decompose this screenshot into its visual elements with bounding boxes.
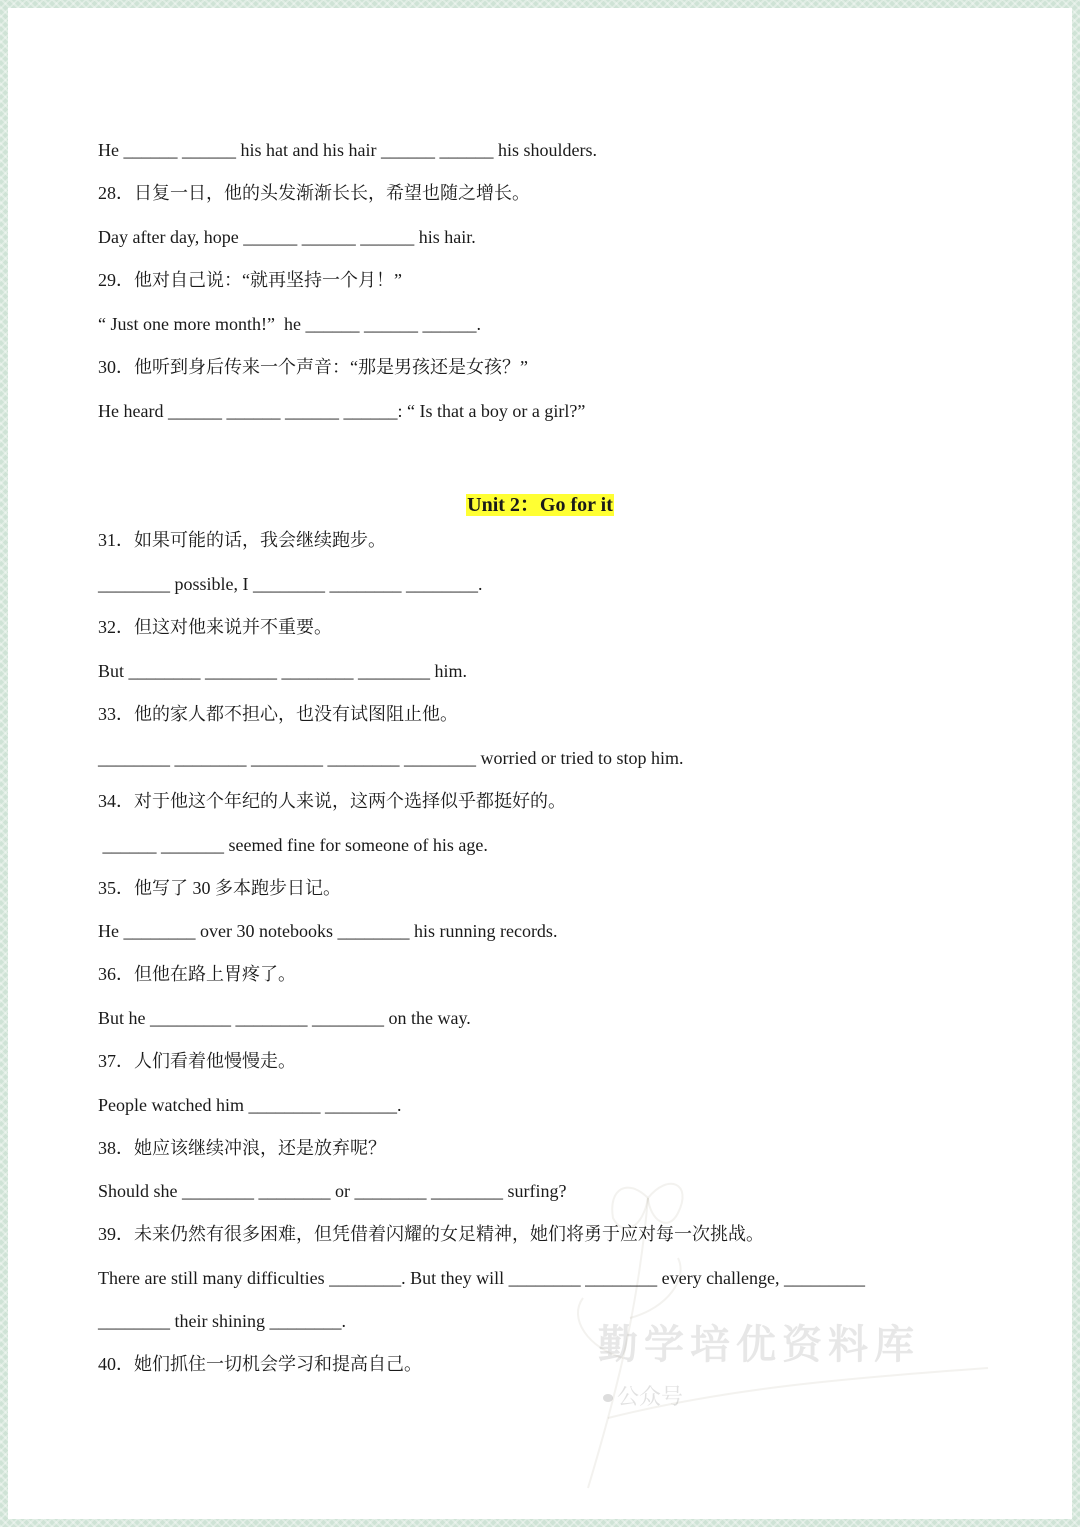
question-35: 35．他写了 30 多本跑步日记。 [98, 878, 341, 898]
watermark-subtitle-text: 公众号 [617, 1385, 684, 1410]
question-40: 40．她们抓住一切机会学习和提高自己。 [98, 1354, 422, 1374]
question-33: 33．他的家人都不担心，也没有试图阻止他。 [98, 704, 458, 724]
exercise-line: ________ possible, I ________ ________ ________. [98, 574, 483, 594]
exercise-line: But ________ ________ ________ ________ him. [98, 661, 468, 681]
question-28: 28．日复一日，他的头发渐渐长长，希望也随之增长。 [98, 183, 530, 203]
unit-heading-text: Unit 2：Go for it [467, 494, 613, 516]
watermark-title: 勤学培优资料库 [598, 1321, 920, 1368]
watermark-subtitle [603, 1380, 683, 1411]
exercise-line: There are still many difficulties ________. But they will ________ ________ every challenge, _________ [98, 1268, 866, 1288]
exercise-line: But he _________ ________ ________ on the way. [98, 1008, 471, 1028]
question-32: 32．但这对他来说并不重要。 [98, 617, 332, 637]
exercise-line: ________ ________ ________ ________ ________ worried or tried to stop him. [98, 748, 684, 768]
exercise-line: People watched him ________ ________. [98, 1095, 402, 1115]
exercise-line: He heard ______ ______ ______ ______: “ Is that a boy or a girl?” [98, 401, 586, 421]
question-34: 34．对于他这个年纪的人来说，这两个选择似乎都挺好的。 [98, 791, 566, 811]
unit-heading [8, 492, 1072, 518]
question-30: 30．他听到身后传来一个声音：“那是男孩还是女孩？” [98, 357, 528, 377]
exercise-line: Day after day, hope ______ ______ ______ his hair. [98, 227, 476, 247]
question-39: 39．未来仍然有很多困难，但凭借着闪耀的女足精神，她们将勇于应对每一次挑战。 [98, 1224, 764, 1244]
exercise-line: ________ their shining ________. [98, 1311, 346, 1331]
exercise-line: ______ _______ seemed fine for someone of his age. [98, 835, 488, 855]
question-38: 38．她应该继续冲浪，还是放弃呢？ [98, 1138, 386, 1158]
exercise-line: He ________ over 30 notebooks ________ his running records. [98, 921, 558, 941]
exercise-line: “ Just one more month!” he ______ ______ ______. [98, 314, 481, 334]
question-29: 29．他对自己说：“就再坚持一个月！” [98, 270, 402, 290]
wechat-icon [603, 1394, 613, 1402]
document-page [8, 8, 1072, 1519]
question-36: 36．但他在路上胃疼了。 [98, 964, 296, 984]
question-37: 37．人们看着他慢慢走。 [98, 1051, 296, 1071]
question-31: 31．如果可能的话，我会继续跑步。 [98, 530, 386, 550]
exercise-line: He ______ ______ his hat and his hair ______ ______ his shoulders. [98, 140, 597, 160]
exercise-line: Should she ________ ________ or ________ ________ surfing? [98, 1181, 567, 1201]
